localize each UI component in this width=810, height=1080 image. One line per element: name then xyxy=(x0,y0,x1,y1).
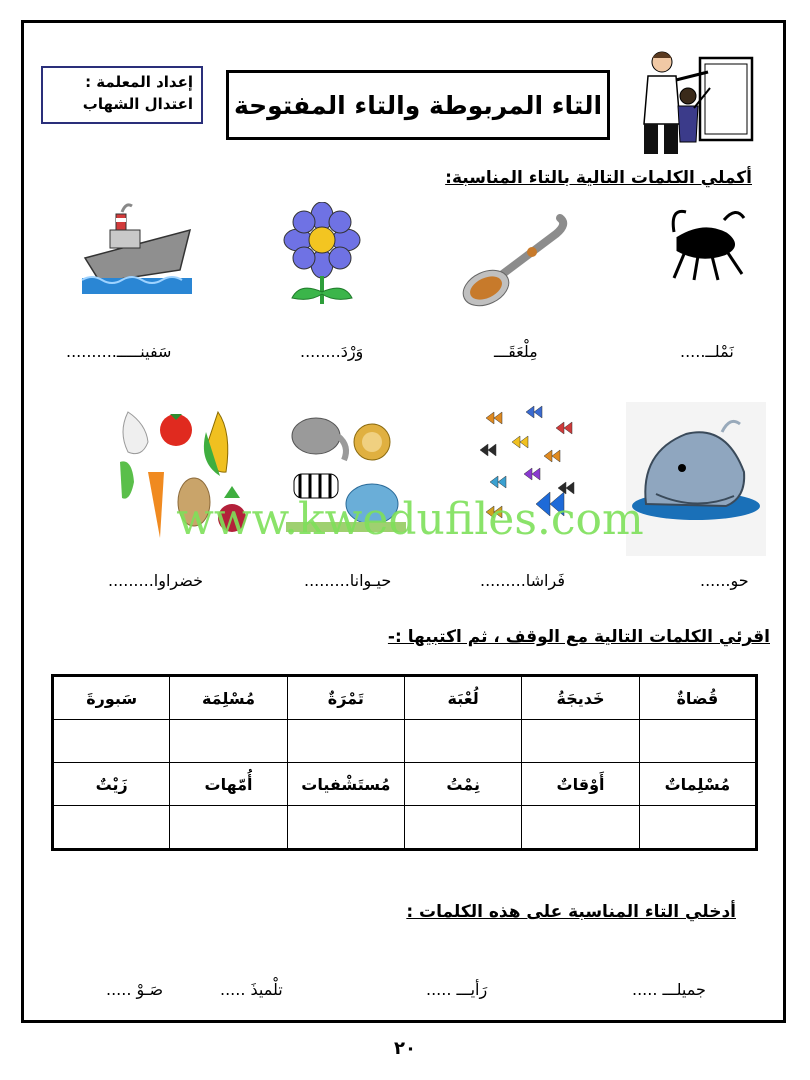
table-cell: لُعْبَة xyxy=(405,676,522,720)
table-cell: تَمْرَةٌ xyxy=(287,676,404,720)
ship-icon xyxy=(80,200,195,295)
word-sawt: صَـوْ ..... xyxy=(106,980,164,999)
answer-cell[interactable] xyxy=(522,720,639,763)
answer-cell[interactable] xyxy=(287,720,404,763)
answer-cell[interactable] xyxy=(522,806,639,850)
word-milaqa: مِلْعَقَـــ xyxy=(494,342,538,361)
word-raayat: رَأيـــ ..... xyxy=(426,980,488,999)
ant-icon xyxy=(664,202,750,282)
word-safina: سَفينـــــ.......... xyxy=(66,342,172,361)
section3-instruction: أدخلي التاء المناسبة على هذه الكلمات : xyxy=(406,902,736,922)
answer-cell[interactable] xyxy=(639,806,756,850)
word-warda: وَرْدَ........ xyxy=(300,342,364,361)
word-naml: نَمْلــ..... xyxy=(680,342,734,361)
table-cell: مُستَشْفيات xyxy=(287,763,404,806)
page-number: ٢٠ xyxy=(394,1038,416,1059)
answer-cell[interactable] xyxy=(639,720,756,763)
answer-cell[interactable] xyxy=(287,806,404,850)
word-hoot: حو...... xyxy=(700,571,749,590)
word-hayawanat: حيـوانا......... xyxy=(304,571,392,590)
answer-cell[interactable] xyxy=(53,806,170,850)
table-row xyxy=(53,763,757,806)
table-cell: أُمّهات xyxy=(170,763,287,806)
table-row-blank xyxy=(53,806,757,850)
word-tilmitha: تلْميذَ ..... xyxy=(220,980,283,999)
table-row xyxy=(53,676,757,720)
page-title-box xyxy=(226,70,610,140)
table-cell: قُضاةٌ xyxy=(639,676,756,720)
page-title: التاء المربوطة والتاء المفتوحة xyxy=(233,90,603,120)
word-khadrawat: خضراوا......... xyxy=(108,571,203,590)
table-cell: خَديجَةُ xyxy=(522,676,639,720)
table-row-blank xyxy=(53,720,757,763)
spoon-icon xyxy=(460,212,570,308)
answer-cell[interactable] xyxy=(53,720,170,763)
teacher-credit-box xyxy=(41,66,203,124)
answer-cell[interactable] xyxy=(405,720,522,763)
answer-cell[interactable] xyxy=(405,806,522,850)
table-cell: زَيْتٌ xyxy=(53,763,170,806)
words-table xyxy=(51,674,758,851)
teacher-student-board-icon xyxy=(630,46,755,156)
answer-cell[interactable] xyxy=(170,720,287,763)
table-cell: نِمْتُ xyxy=(405,763,522,806)
table-cell: سَبورةَ xyxy=(53,676,170,720)
table-cell: مُسْلِماتٌ xyxy=(639,763,756,806)
flower-icon xyxy=(282,202,362,307)
teacher-name: اعتدال الشهاب xyxy=(82,95,193,113)
word-farashat: فَراشا......... xyxy=(480,571,565,590)
answer-cell[interactable] xyxy=(170,806,287,850)
table-cell: أَوْقاتٌ xyxy=(522,763,639,806)
section1-instruction: أكملي الكلمات التالية بالتاء المناسبة: xyxy=(445,168,752,188)
section2-instruction: اقرئي الكلمات التالية مع الوقف ، ثم اكتبيها :- xyxy=(387,627,770,647)
teacher-label: إعداد المعلمة : xyxy=(85,73,193,91)
table-cell: مُسْلِمَة xyxy=(170,676,287,720)
watermark: www.kwedufiles.com xyxy=(176,494,644,545)
word-jamila: جميلـــ ..... xyxy=(632,980,706,999)
